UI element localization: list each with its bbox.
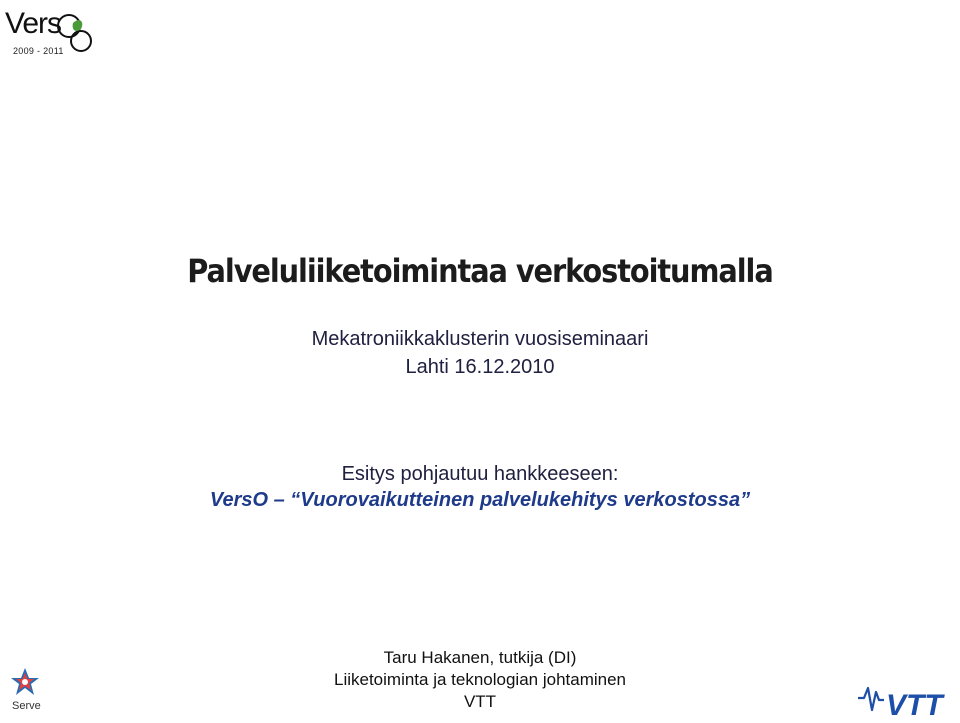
serve-logo: [10, 667, 50, 715]
seminar-date: Lahti 16.12.2010: [405, 356, 555, 378]
slide-title: Palveluliiketoimintaa verkostoitumalla: [187, 252, 773, 290]
project-basis-text: Esitys pohjautuu hankkeeseen:: [341, 463, 619, 485]
author-name: Taru Hakanen, tutkija (DI): [383, 648, 577, 667]
vtt-wordmark: VTT: [886, 689, 943, 718]
vtt-logo: [858, 682, 954, 718]
author-organization: VTT: [463, 692, 497, 711]
author-department: Liiketoiminta ja teknologian johtaminen: [333, 670, 626, 689]
serve-label: Serve: [12, 700, 41, 712]
verso-wordmark: Vers: [5, 7, 62, 40]
verso-years: 2009 - 2011: [13, 46, 64, 56]
project-name: VersO – “Vuorovaikutteinen palvelukehitys verkostossa”: [209, 489, 751, 511]
vtt-logo-icon: [858, 682, 954, 718]
verso-logo: [3, 8, 103, 56]
seminar-name: Mekatroniikkaklusterin vuosiseminaari: [311, 328, 649, 350]
serve-star-icon: [10, 667, 40, 697]
